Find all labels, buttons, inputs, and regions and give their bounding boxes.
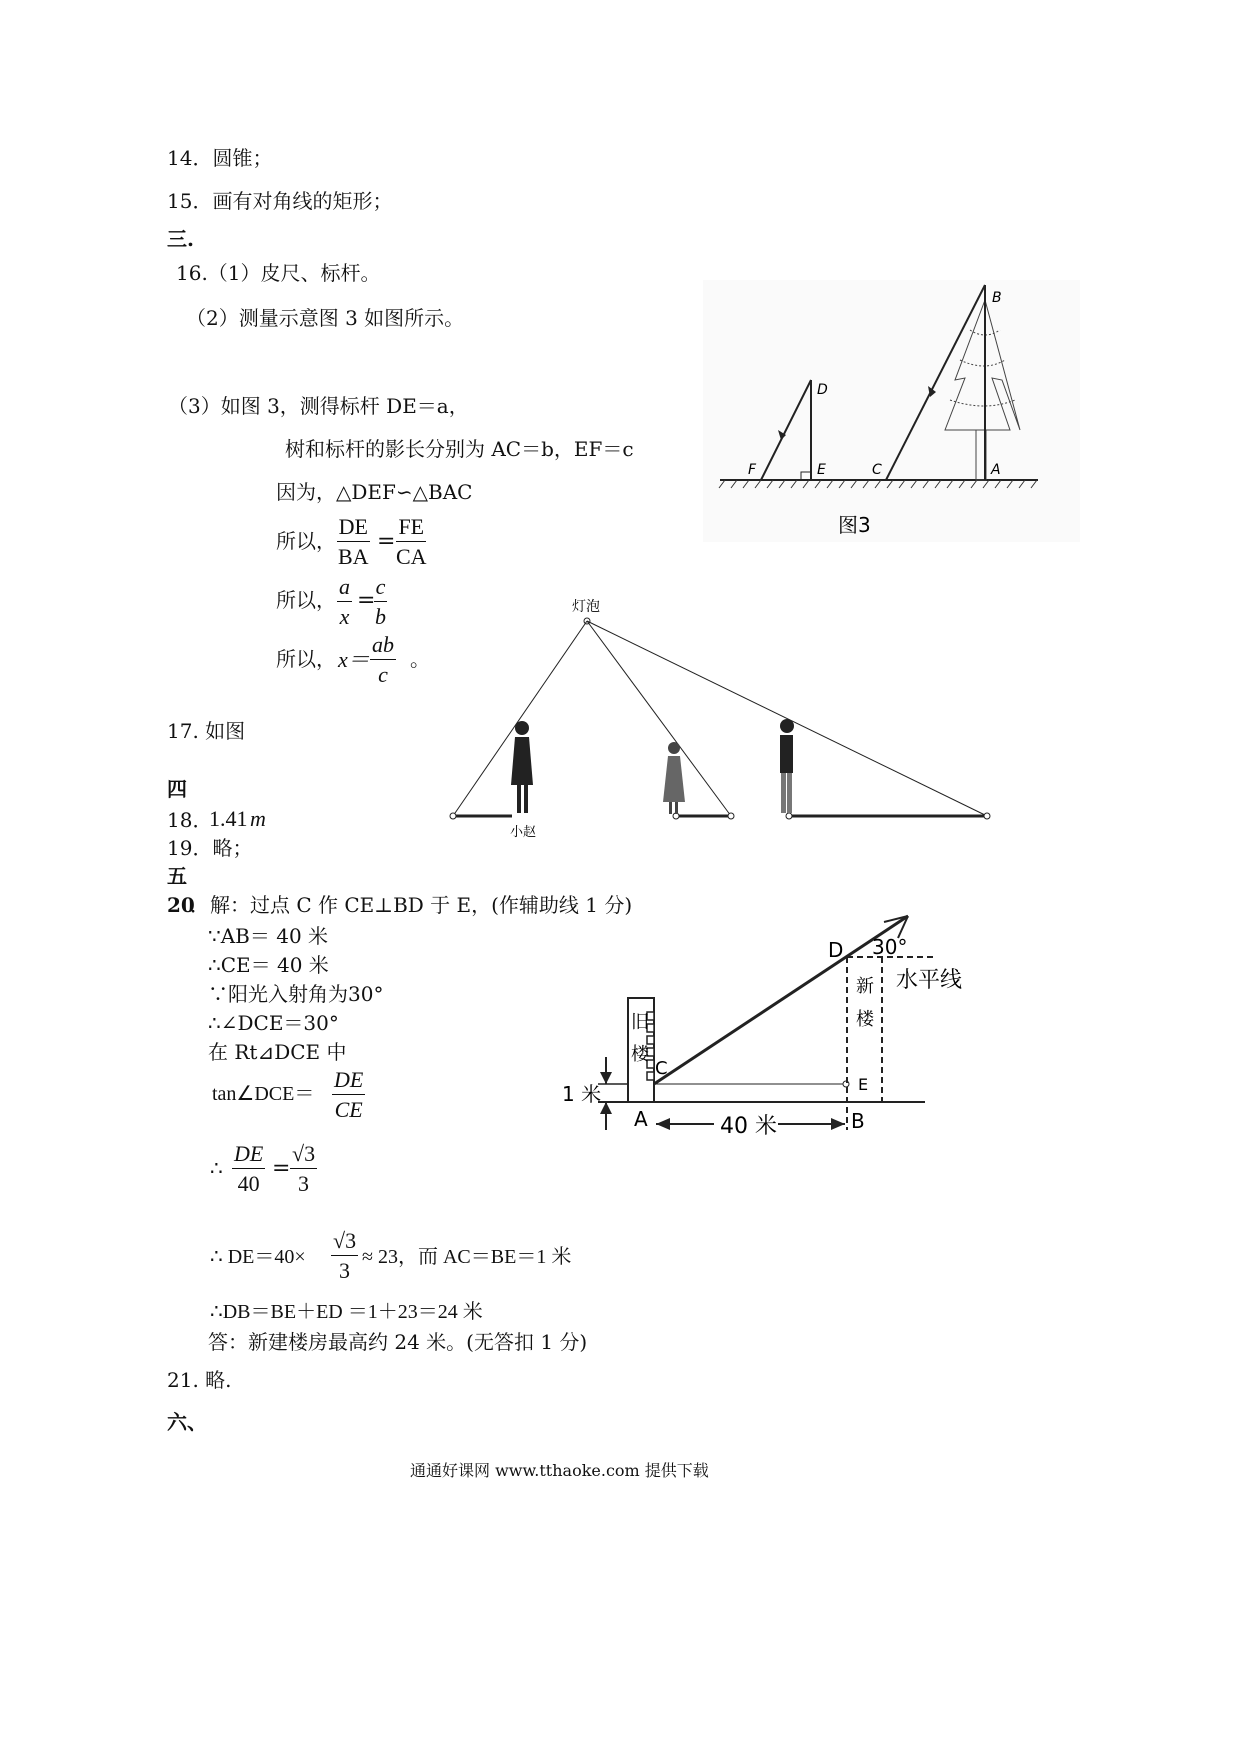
fraction-numerator: √3 bbox=[331, 1230, 358, 1256]
therefore-symbol: ∴ bbox=[210, 1156, 223, 1180]
label-b: B bbox=[851, 1109, 865, 1133]
fraction-numerator: DE bbox=[332, 1069, 365, 1095]
arrow-head bbox=[600, 1072, 612, 1084]
de-equation-lhs: ∴ DE＝40× bbox=[210, 1246, 306, 1268]
step-sun-angle: ∵阳光入射角为30° bbox=[208, 982, 384, 1006]
fraction-denominator: c bbox=[378, 662, 388, 687]
q16-part3: （3）如图 3，测得标杆 DE＝a， bbox=[168, 394, 469, 418]
so-label-1: 所以， bbox=[276, 529, 336, 553]
step-ab: ∵AB＝ 40 米 bbox=[208, 924, 329, 948]
label-d: D bbox=[828, 938, 844, 962]
step-angle-dce: ∴∠DCE＝30° bbox=[208, 1011, 339, 1035]
q15-answer: 15．画有对角线的矩形； bbox=[167, 189, 393, 213]
distance-label: 40 米 bbox=[720, 1114, 777, 1139]
q18-unit: m bbox=[250, 806, 266, 831]
arrow-head bbox=[600, 1102, 612, 1114]
so-label-3: 所以， bbox=[276, 647, 336, 671]
fraction-numerator: FE bbox=[396, 516, 426, 542]
horizontal-line-label: 水平线 bbox=[896, 968, 963, 993]
fraction-numerator: a bbox=[337, 576, 352, 602]
q16-shadow-line: 树和标杆的影长分别为 AC＝b，EF＝c bbox=[285, 437, 634, 461]
fraction-numerator: c bbox=[374, 576, 388, 602]
new-building-label-2: 楼 bbox=[856, 1009, 874, 1030]
equals-sign: = bbox=[272, 1156, 291, 1181]
label-d: D bbox=[817, 382, 828, 398]
figure-3-caption: 图3 bbox=[838, 513, 871, 537]
q16-because-line: 因为，△DEF∽△BAC bbox=[276, 480, 473, 504]
label-b: B bbox=[992, 290, 1002, 306]
section-six-heading: 六、 bbox=[167, 1410, 207, 1434]
step-ce: ∴CE＝ 40 米 bbox=[208, 953, 329, 977]
x-equals: x＝ bbox=[338, 647, 370, 672]
tan-equation-lhs: tan∠DCE＝ bbox=[212, 1083, 315, 1105]
fraction-denominator: 3 bbox=[298, 1171, 310, 1196]
q14-answer: 14．圆锥； bbox=[167, 146, 273, 170]
fraction-denominator: 3 bbox=[339, 1258, 351, 1283]
fraction-numerator: DE bbox=[232, 1143, 265, 1169]
label-e: E bbox=[817, 462, 826, 478]
q17-answer: 17. 如图 bbox=[167, 719, 246, 743]
fraction-denominator: x bbox=[339, 604, 350, 629]
equals-sign: = bbox=[357, 588, 376, 613]
label-c: C bbox=[872, 462, 882, 478]
q20-solution-intro: ．解：过点 C 作 CE⊥BD 于 E，(作辅助线 1 分) bbox=[190, 893, 633, 917]
fraction-denominator: CE bbox=[334, 1097, 363, 1122]
q16-part2: （2）测量示意图 3 如图所示。 bbox=[186, 306, 465, 330]
angle-label: 30° bbox=[872, 935, 908, 959]
label-f: F bbox=[748, 462, 757, 478]
equals-sign: = bbox=[377, 529, 396, 554]
so-label-2: 所以， bbox=[276, 588, 336, 612]
fraction-numerator: DE bbox=[337, 516, 370, 542]
person-label: 小赵 bbox=[510, 825, 537, 840]
q20-final-answer: 答：新建楼房最高约 24 米。(无答扣 1 分) bbox=[208, 1330, 588, 1354]
new-building-label-1: 新 bbox=[856, 976, 874, 997]
old-building-label-1: 旧 bbox=[631, 1012, 649, 1033]
label-e: E bbox=[858, 1075, 869, 1094]
section-four-heading: 四 bbox=[167, 777, 187, 801]
fraction-denominator: b bbox=[375, 604, 386, 629]
page-footer: 通通好课网 www.tthaoke.com 提供下载 bbox=[410, 1461, 709, 1480]
q20-number: 20 bbox=[167, 893, 195, 917]
period-mark: 。 bbox=[410, 647, 430, 671]
step-db-sum: ∴DB＝BE＋ED ＝1＋23＝24 米 bbox=[210, 1301, 483, 1323]
label-c: C bbox=[655, 1058, 668, 1079]
old-building-label-2: 楼 bbox=[631, 1044, 649, 1065]
q21-answer: 21. 略. bbox=[167, 1368, 232, 1392]
q16-part1: 16.（1）皮尺、标杆。 bbox=[176, 261, 381, 285]
q18-value: 1.41 bbox=[209, 806, 248, 831]
sun-ray-cd bbox=[654, 916, 908, 1084]
de-equation-rhs: ≈ 23，而 AC＝BE＝1 米 bbox=[362, 1246, 572, 1268]
section-five-heading: 五 bbox=[167, 864, 187, 888]
q18-label: 18． bbox=[167, 808, 213, 832]
height-label: 1 米 bbox=[562, 1082, 602, 1106]
label-a: A bbox=[991, 462, 1001, 478]
label-a: A bbox=[634, 1107, 648, 1131]
fraction-denominator: BA bbox=[338, 544, 369, 569]
step-triangle: 在 Rt⊿DCE 中 bbox=[208, 1040, 347, 1064]
fraction-denominator: CA bbox=[396, 544, 427, 569]
bulb-label: 灯泡 bbox=[572, 599, 600, 615]
q19-answer: 19．略； bbox=[167, 836, 253, 860]
fraction-denominator: 40 bbox=[237, 1171, 260, 1196]
fraction-numerator: √3 bbox=[290, 1143, 317, 1169]
fraction-numerator: ab bbox=[370, 634, 396, 660]
section-three-heading: 三. bbox=[167, 227, 194, 251]
